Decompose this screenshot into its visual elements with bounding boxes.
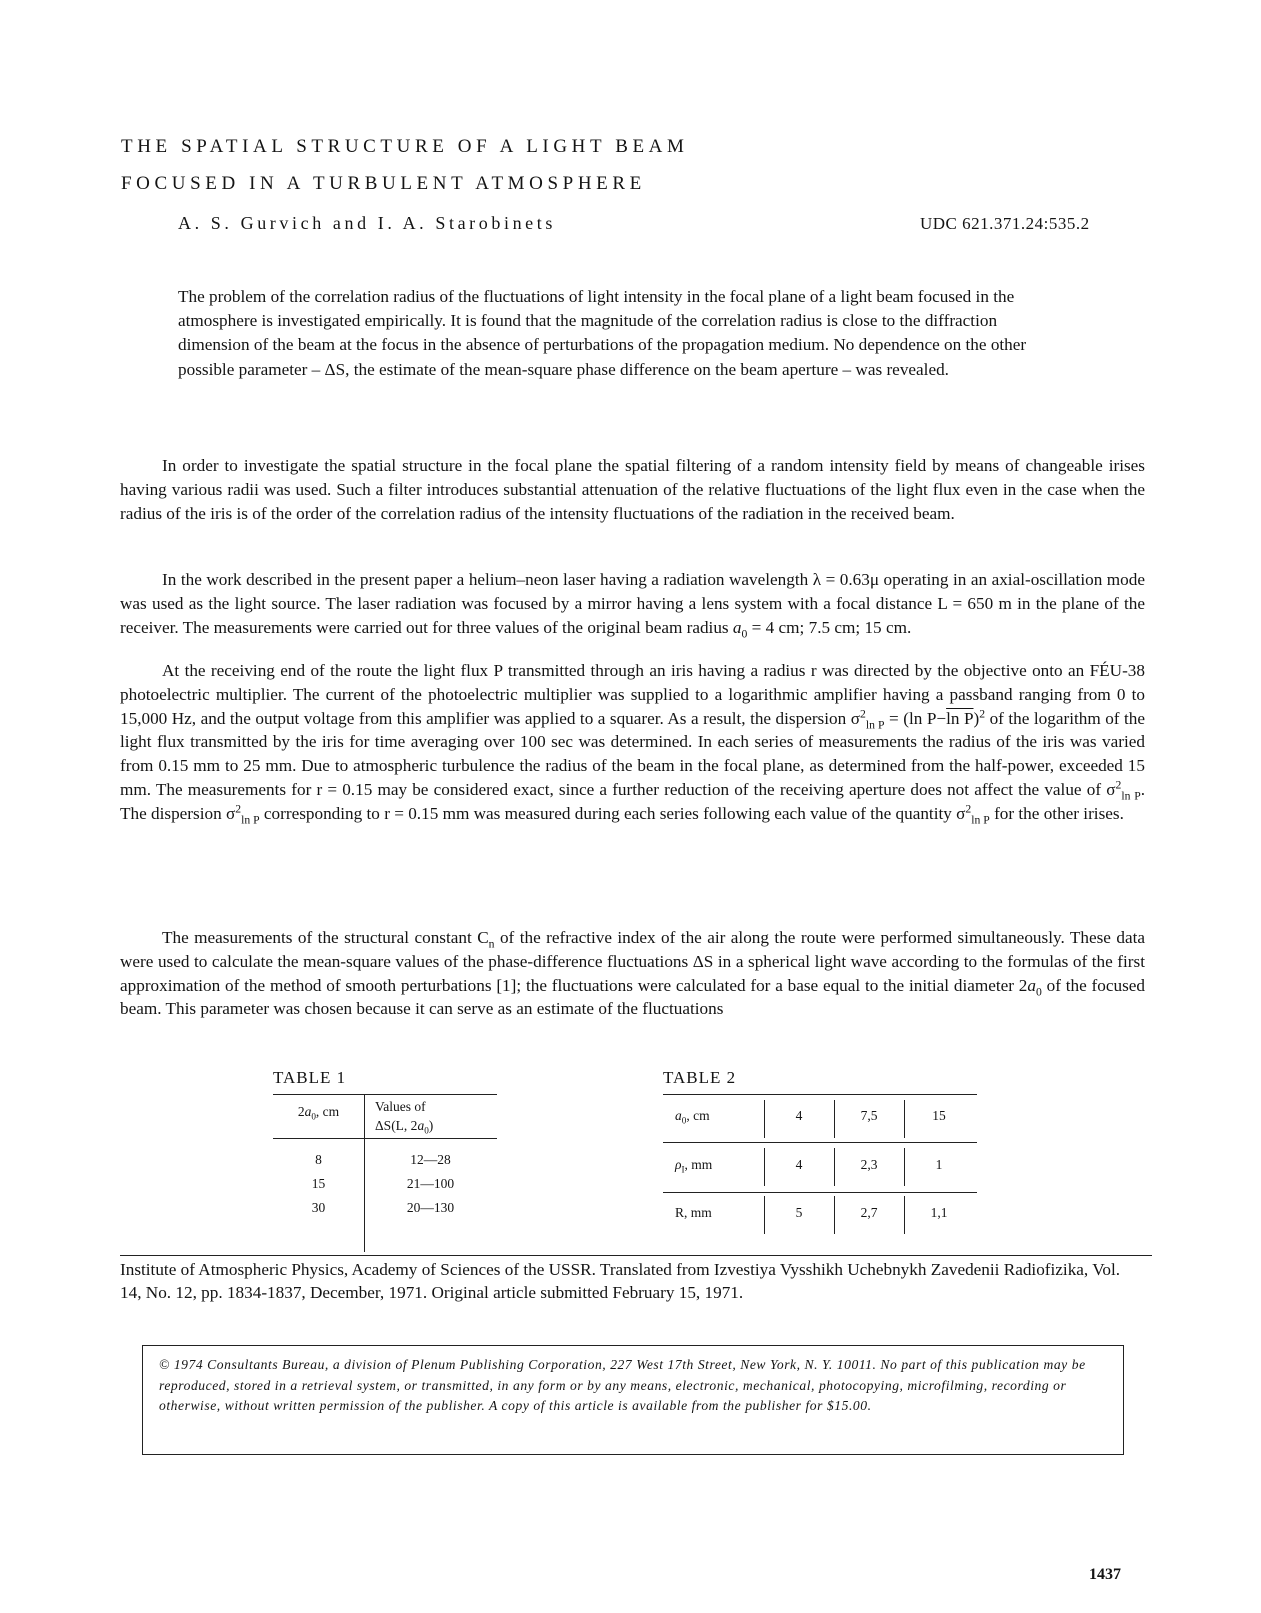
symbol-a: a xyxy=(304,1104,312,1119)
table-2 xyxy=(663,1094,977,1236)
delta-s-close: ) xyxy=(428,1118,434,1133)
table-1-cell: 21—100 xyxy=(406,1176,455,1191)
title-line-2: FOCUSED IN A TURBULENT ATMOSPHERE xyxy=(121,173,646,194)
table-2-label: R, mm xyxy=(675,1205,712,1220)
sigma-sup: 2 xyxy=(235,802,242,816)
table-2-cell: 1 xyxy=(935,1157,943,1172)
udc-code: UDC 621.371.24:535.2 xyxy=(920,214,1090,233)
table-2-column-rule xyxy=(764,1148,765,1186)
unit-mm: , mm xyxy=(684,1157,713,1172)
rho-sub: I xyxy=(681,1164,685,1175)
p2-part-b: = 4 cm; 7.5 cm; 15 cm. xyxy=(747,617,912,637)
table-2-label xyxy=(675,1157,755,1173)
sigma-symbol: σ xyxy=(850,708,860,728)
table-1-header-col2-line1: Values of xyxy=(375,1099,426,1114)
symbol-a: a xyxy=(732,617,742,637)
table-2-column-rule xyxy=(764,1100,765,1138)
title-line-1: THE SPATIAL STRUCTURE OF A LIGHT BEAM xyxy=(121,136,689,157)
equation-rhs: = (ln P− xyxy=(884,708,947,728)
table-2-cell: 2,3 xyxy=(860,1157,878,1172)
footnote: Institute of Atmospheric Physics, Academy of Sciences of the USSR. Translated from Izvestiya Vysshikh Uchebnykh Zavedenii Radiofizika, Vol. 14, No. 12, pp. 1834-1837, December, 1971. Original article submitted February 15, 1971. xyxy=(120,1260,1121,1302)
table-2-caption: TABLE 2 xyxy=(663,1068,737,1087)
table-2-row-rule xyxy=(663,1192,977,1193)
page-number: 1437 xyxy=(1089,1566,1121,1583)
p4-part-c: of the focused beam. This parameter was chosen because it can serve as an estimate of the fluctuations xyxy=(120,975,1145,1019)
p3-part-c: . The dispersion xyxy=(120,779,1146,823)
table-2-column-rule xyxy=(764,1196,765,1234)
symbol-a: a xyxy=(675,1108,682,1123)
symbol-a: a xyxy=(1027,975,1036,995)
table-2-column-rule xyxy=(834,1100,835,1138)
paragraph-1 xyxy=(120,454,1145,525)
sigma-sub: ln P xyxy=(241,813,260,827)
symbol-a-sub: 0 xyxy=(311,1111,316,1122)
sigma-sup: 2 xyxy=(1115,778,1122,792)
table-2-column-rule xyxy=(904,1196,905,1234)
symbol-a-sub: 0 xyxy=(741,627,748,641)
footnote-rule xyxy=(120,1255,1152,1256)
equation-sup: 2 xyxy=(979,706,986,720)
equation-close: ) xyxy=(973,708,980,728)
p3-part-d: corresponding to r = 0.15 mm was measured during each series following each value of the quantity xyxy=(259,803,957,823)
paragraph-4-text xyxy=(120,926,1145,1021)
table-2-cell: 4 xyxy=(795,1108,803,1123)
table-1-caption: TABLE 1 xyxy=(273,1068,347,1087)
table-1-cell: 30 xyxy=(311,1200,326,1215)
p4-part-a: The measurements of the structural constant C xyxy=(162,928,489,947)
table-2-cell: 2,7 xyxy=(860,1205,878,1220)
p4-part-b: of the refractive index of the air along the route were performed simultaneously. These data were used to calculate the mean-square values of the phase-difference fluctuations ΔS in a spherical light wave according to the formulas of the first approximation of the method of smooth perturbations [1]; the fluctuations were calculated for a base equal to the initial diameter 2 xyxy=(120,928,1145,995)
abstract: The problem of the correlation radius of the fluctuations of light intensity in the focal plane of a light beam focused in the atmosphere is investigated empirically. It is found that the magnitude of the correlation radius is close to the diffraction dimension of the beam at the focus in the absence of perturbations of the propagation medium. No dependence on the other possible parameter – ΔS, the estimate of the mean-square phase difference on the beam aperture – was revealed. xyxy=(178,287,1027,379)
p3-part-a: At the receiving end of the route the light flux P transmitted through an iris having a radius r was directed by the objective onto an FÉU-38 photoelectric multiplier. The current of the photoelectric multiplier was supplied to a logarithmic amplifier having a passband ranging from 0 to 15,000 Hz, and the output voltage from this amplifier was applied to a squarer. As a result, the dispersion xyxy=(120,661,1145,728)
table-1-cell: 20—130 xyxy=(406,1200,455,1215)
table-1 xyxy=(273,1094,497,1254)
table-2-column-rule xyxy=(904,1148,905,1186)
table-2-cell: 7,5 xyxy=(860,1108,878,1123)
p3-part-e: for the other irises. xyxy=(989,803,1124,823)
table-2-cell: 4 xyxy=(795,1157,803,1172)
table-2-top-rule xyxy=(663,1094,977,1095)
table-1-header-rule xyxy=(273,1138,497,1139)
authors: A. S. Gurvich and I. A. Starobinets xyxy=(178,213,556,233)
symbol-a-sub: 0 xyxy=(1035,985,1042,999)
sigma-sup: 2 xyxy=(965,802,972,816)
table-1-top-rule xyxy=(273,1094,497,1095)
paragraph-4 xyxy=(120,926,1145,1021)
copyright-notice: © 1974 Consultants Bureau, a division of Plenum Publishing Corporation, 227 West 17th Street, New York, N. Y. 10011. No part of this publication may be reproduced, stored in a retrieval system, or transmitted, in any form or by any means, electronic, mechanical, photocopying, microfilming, recording or otherwise, without written permission of the publisher. A copy of this article is available from the publisher for $15.00. xyxy=(159,1357,1086,1413)
table-2-cell: 1,1 xyxy=(930,1205,948,1220)
cn-sub: n xyxy=(488,937,495,951)
symbol-a: a xyxy=(417,1118,425,1133)
table-1-column-rule xyxy=(364,1094,365,1252)
p3-part-b: of the logarithm of the light flux transmitted by the iris for time averaging over 100 sec was determined. In each series of measurements the radius of the iris was varied from 0.15 mm to 25 mm. Due to atmospheric turbulence the radius of the beam in the focal plane, as determined from the half-power, exceeded 15 mm. The measurements for r = 0.15 may be considered exact, since a further reduction of the receiving aperture does not affect the value of xyxy=(120,708,1146,799)
sigma-sub: ln P xyxy=(971,813,990,827)
table-1-header-col2 xyxy=(375,1097,495,1135)
paragraph-2-text xyxy=(120,568,1145,639)
table-1-cell: 15 xyxy=(311,1176,326,1191)
article-title xyxy=(121,128,688,202)
table-2-label xyxy=(675,1108,755,1124)
paragraph-3 xyxy=(120,659,1145,826)
two-label: 2 xyxy=(297,1104,305,1119)
sigma-sub: ln P xyxy=(1121,789,1141,803)
table-1-cell: 12—28 xyxy=(410,1152,451,1167)
table-2-row-rule xyxy=(663,1142,977,1143)
table-1-header-col2-line2 xyxy=(375,1116,495,1135)
sigma-sub: ln P xyxy=(865,718,885,732)
symbol-a-sub: 0 xyxy=(424,1125,429,1136)
paragraph-2 xyxy=(120,568,1145,639)
unit-cm: , cm xyxy=(686,1108,710,1123)
table-2-column-rule xyxy=(834,1148,835,1186)
sigma-symbol: σ xyxy=(225,803,236,823)
p2-part-a: In the work described in the present paper a helium–neon laser having a radiation wavelength λ = 0.63μ operating in an axial-oscillation mode was used as the light source. The laser radiation was focused by a mirror having a lens system with a focal distance L = 650 m in the plane of the receiver. The measurements were carried out for three values of the original beam radius xyxy=(120,570,1145,637)
rho-symbol: ρ xyxy=(675,1157,682,1172)
sigma-sup: 2 xyxy=(859,706,866,720)
table-2-cell: 15 xyxy=(932,1108,946,1123)
table-2-column-rule xyxy=(904,1100,905,1138)
paragraph-1-text: In order to investigate the spatial structure in the focal plane the spatial filtering of a random intensity field by means of changeable irises having various radii was used. Such a filter introduces substantial attenuation of the relative fluctuations of the light flux even in the case when the radius of the iris is of the order of the correlation radius of the intensity fluctuations of the radiation in the received beam. xyxy=(120,456,1145,523)
symbol-a-sub: 0 xyxy=(681,1115,687,1126)
paragraph-3-text xyxy=(120,659,1145,826)
table-2-cell: 5 xyxy=(795,1205,803,1220)
table-1-cell: 8 xyxy=(315,1152,322,1167)
unit-cm: , cm xyxy=(315,1104,340,1119)
table-2-column-rule xyxy=(834,1196,835,1234)
sigma-symbol: σ xyxy=(956,803,966,823)
sigma-symbol: σ xyxy=(1106,779,1116,799)
equation-mean: ln P xyxy=(946,708,974,728)
delta-s-open: ΔS(L, 2 xyxy=(375,1118,418,1133)
table-1-header-col1 xyxy=(273,1104,364,1120)
